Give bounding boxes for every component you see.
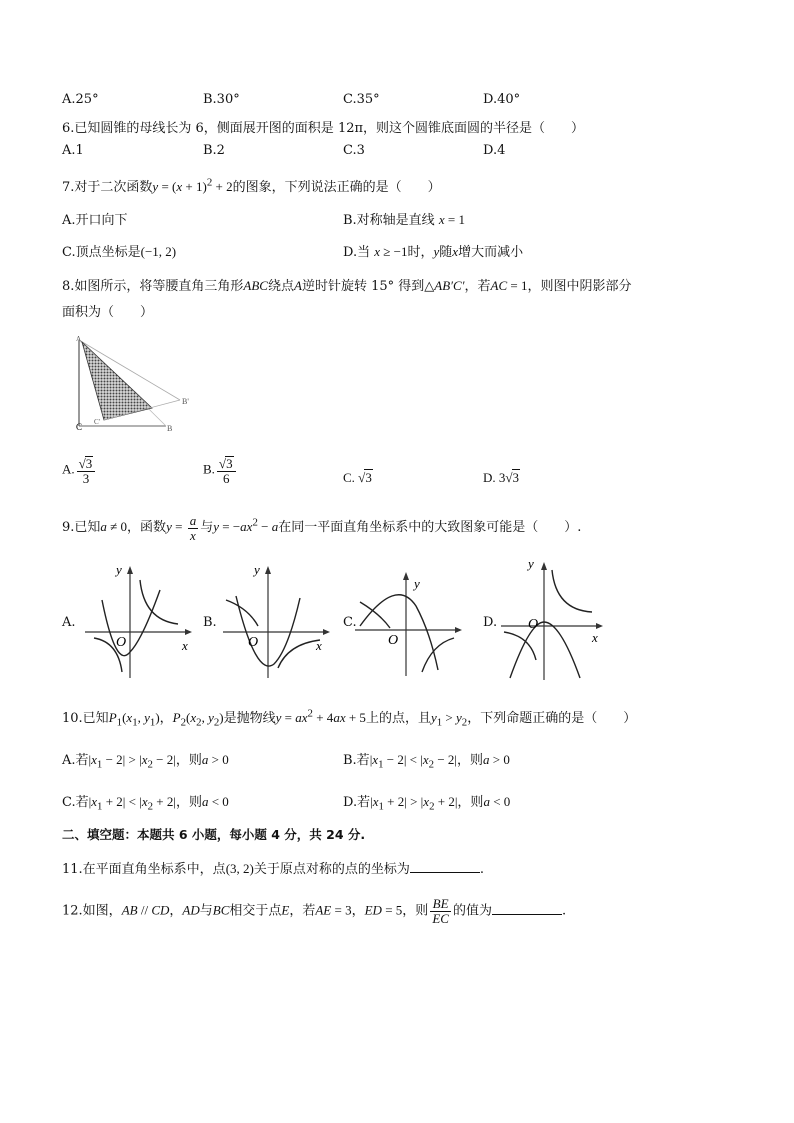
q9a-x-label: x <box>182 638 188 653</box>
q6-option-b: B.2 <box>203 143 225 158</box>
q9c-origin-label: O <box>388 633 399 648</box>
q12-text-f: ，则 <box>402 903 429 919</box>
q9b-x-label: x <box>316 638 322 653</box>
q10-stem: 10.已知$P_1(x_1$, $y_1$)，$P_2(x_2$, $y_2$)是抛物线$y = ax^2 + 4ax + 5$上的点，且$y_1 > y_2$，下列命题正确的是（ ） <box>62 707 637 729</box>
q8-stem-line1: 8.如图所示，将等腰直角三角形ABC绕点A逆时针旋转 15° 得到△AB′C′，若AC = 1，则图中阴影部分 <box>62 278 632 294</box>
q7-option-d-suffix: 增大而减小 <box>458 245 524 260</box>
q8-stem-line2: 面积为（ ） <box>62 305 154 320</box>
q7-stem-suffix: 的图象，下列说法正确的是（ ） <box>232 180 441 195</box>
q12-text-prefix: 12.如图， <box>62 903 122 919</box>
q9a-hyperbola-branch-1 <box>140 580 178 624</box>
q10-option-d: D.若$|x_1 + 2| > |x_2 + 2|$，则a < 0 <box>343 794 511 813</box>
q9a-y-arrow-icon <box>127 566 133 574</box>
q7-option-a: A.开口向下 <box>62 213 128 228</box>
q8-option-b: B. $\frac{√3}{6}$ <box>203 456 238 485</box>
q12-text-a: ， <box>169 903 183 919</box>
q10-option-b-label: B.若 <box>343 753 370 768</box>
q9a-y-label: y <box>116 562 122 577</box>
q9b-hyperbola-branch-2 <box>278 640 320 668</box>
q8-option-d: D. 3√3 <box>483 470 520 485</box>
q8-option-d-label: D. 3 <box>483 470 506 485</box>
q8-text-b: 绕点 <box>267 279 294 294</box>
q9c-y-arrow-icon <box>403 572 409 580</box>
q9-text-prefix: 9.已知 <box>62 520 101 536</box>
q9-graph-a <box>80 560 200 682</box>
q9b-x-arrow-icon <box>323 629 330 635</box>
q9-option-c-label: C. <box>343 615 357 630</box>
q10-option-a-then: ，则 <box>175 753 202 768</box>
q11-text-suffix: 关于原点对称的点的坐标为 <box>253 862 410 877</box>
q9c-y-label: y <box>414 576 420 591</box>
q11-text-prefix: 11.在平面直角坐标系中，点 <box>62 862 226 877</box>
q9d-parabola <box>510 622 580 678</box>
q9b-y-arrow-icon <box>265 566 271 574</box>
q9-graph-d <box>496 556 616 684</box>
q9c-hyperbola-branch-1 <box>360 602 390 628</box>
q7-stem <box>62 176 441 195</box>
q9-graph-b <box>218 560 338 682</box>
q10-option-c-then: ，则 <box>175 795 202 810</box>
q7-option-b-text: B.对称轴是直线 <box>343 213 435 228</box>
q8-figure <box>70 332 200 438</box>
q10-text-mid: 是抛物线 <box>223 711 276 726</box>
section-2-heading: 二、填空题：本题共 6 小题，每小题 4 分，共 24 分. <box>62 827 366 842</box>
q8-label-b-prime: B' <box>182 397 189 406</box>
q9-option-d-label: D. <box>483 615 498 630</box>
q11-answer-blank[interactable] <box>410 860 480 873</box>
q6-option-c: C.3 <box>343 143 365 158</box>
q6-option-d: D.4 <box>483 143 506 158</box>
q8-text-d: ，若 <box>464 279 491 294</box>
q10-option-d-then: ，则 <box>457 795 484 810</box>
q7-option-b: B.对称轴是直线 x = 1 <box>343 212 465 228</box>
q7-option-d-mid: 时， <box>407 245 434 260</box>
q8-option-a-label: A. <box>62 461 75 477</box>
q11-stem: 11.在平面直角坐标系中，点(3, 2)关于原点对称的点的坐标为 . <box>62 861 485 877</box>
q7-option-c-text: C.顶点坐标是 <box>62 245 141 260</box>
q5-option-d: D.40° <box>483 92 521 107</box>
q7-option-d-sui: 随 <box>439 245 453 260</box>
q7-option-d: D.当 x ≥ −1时，y随x增大而减小 <box>343 244 524 260</box>
q9d-origin-label: O <box>528 617 539 632</box>
q8-shaded-region <box>82 342 152 420</box>
q8-text-c: 逆时针旋转 15° 得到△ <box>301 279 435 294</box>
q8-option-c: C. √3 <box>343 470 372 485</box>
q9-option-b-label: B. <box>203 615 217 630</box>
q9b-hyperbola-branch-1 <box>226 600 258 626</box>
q8-label-a: A <box>76 335 82 343</box>
q12-answer-blank[interactable] <box>492 902 562 915</box>
q9c-parabola <box>360 595 438 670</box>
q11-text-end: . <box>479 862 485 877</box>
q6-stem: 6.已知圆锥的母线长为 6，侧面展开图的面积是 12π，则这个圆锥底面圆的半径是（ ） <box>62 121 585 136</box>
q5-option-b: B.30° <box>203 92 240 107</box>
q8-text-e: ，则图中阴影部分 <box>527 279 632 294</box>
q9a-x-arrow-icon <box>185 629 192 635</box>
q5-option-c: C.35° <box>343 92 380 107</box>
q9-graph-c <box>350 566 470 682</box>
q10-text-suffix: ，下列命题正确的是（ ） <box>467 711 637 726</box>
q9d-hyperbola-branch-2 <box>504 632 536 660</box>
q12-text-b: 与 <box>199 903 213 919</box>
q9a-origin-label: O <box>116 635 127 650</box>
q9-text-and: 与 <box>200 520 214 536</box>
q8-label-b: B <box>167 424 173 433</box>
q8-label-c-prime: C' <box>94 418 100 426</box>
q7-option-c: C.顶点坐标是(−1, 2) <box>62 244 177 260</box>
q9d-hyperbola-branch-1 <box>552 570 592 612</box>
q9-text-suffix: 在同一平面直角坐标系中的大致图象可能是（ ）. <box>278 520 582 536</box>
q10-option-d-label: D.若 <box>343 795 371 810</box>
q10-text-mid2: 上的点，且 <box>365 711 431 726</box>
q12-text-end: . <box>561 903 567 919</box>
q9-stem: 9.已知a ≠ 0，函数y = $\frac{a}{x}$ 与$y = -ax^2 - a$在同一平面直角坐标系中的大致图象可能是（ ）. <box>62 513 582 543</box>
q8-text-a: 8.如图所示，将等腰直角三角形 <box>62 279 244 294</box>
q12-text-c: 相交于点 <box>229 903 282 919</box>
q8-option-b-label: B. <box>203 461 215 477</box>
q9d-y-arrow-icon <box>541 562 547 570</box>
q12-text-e: ， <box>351 903 365 919</box>
q8-option-a: A. $\frac{√3}{3}$ <box>62 456 97 485</box>
q10-option-b: B.若$|x_1 - 2| < |x_2 - 2|$，则a > 0 <box>343 752 510 771</box>
q12-text-g: 的值为 <box>452 903 492 919</box>
q9c-x-arrow-icon <box>455 627 462 633</box>
q10-option-a-label: A.若 <box>62 753 89 768</box>
q7-function: $y = (x + 1)^2 + 2$ <box>152 176 233 194</box>
q8-label-c: C <box>76 422 83 432</box>
q9b-y-label: y <box>254 562 260 577</box>
q12-text-d: ，若 <box>289 903 316 919</box>
q10-option-a: A.若$|x_1 - 2| > |x_2 - 2|$，则a > 0 <box>62 752 229 771</box>
q10-option-c-label: C.若 <box>62 795 89 810</box>
q10-text-prefix: 10.已知 <box>62 711 109 726</box>
q8-option-c-label: C. <box>343 470 355 485</box>
q9-text-mid: ，函数 <box>127 520 167 536</box>
q9d-x-arrow-icon <box>596 623 603 629</box>
q9b-origin-label: O <box>248 635 259 650</box>
q7-option-d-text: D.当 <box>343 245 371 260</box>
q6-option-a: A.1 <box>62 143 84 158</box>
q7-stem-prefix: 7.对于二次函数 <box>62 180 153 195</box>
q5-option-a: A.25° <box>62 92 99 107</box>
q9d-x-label: x <box>592 630 598 645</box>
q9d-y-label: y <box>528 556 534 571</box>
q10-option-b-then: ，则 <box>457 753 484 768</box>
q9-option-a-label: A. <box>62 615 76 630</box>
q12-stem: 12.如图，AB // CD，AD与BC相交于点E，若AE = 3，ED = 5，则 $\frac{BE}{EC}$ 的值为 . <box>62 896 567 926</box>
q10-option-c: C.若$|x_1 + 2| < |x_2 + 2|$，则a < 0 <box>62 794 229 813</box>
